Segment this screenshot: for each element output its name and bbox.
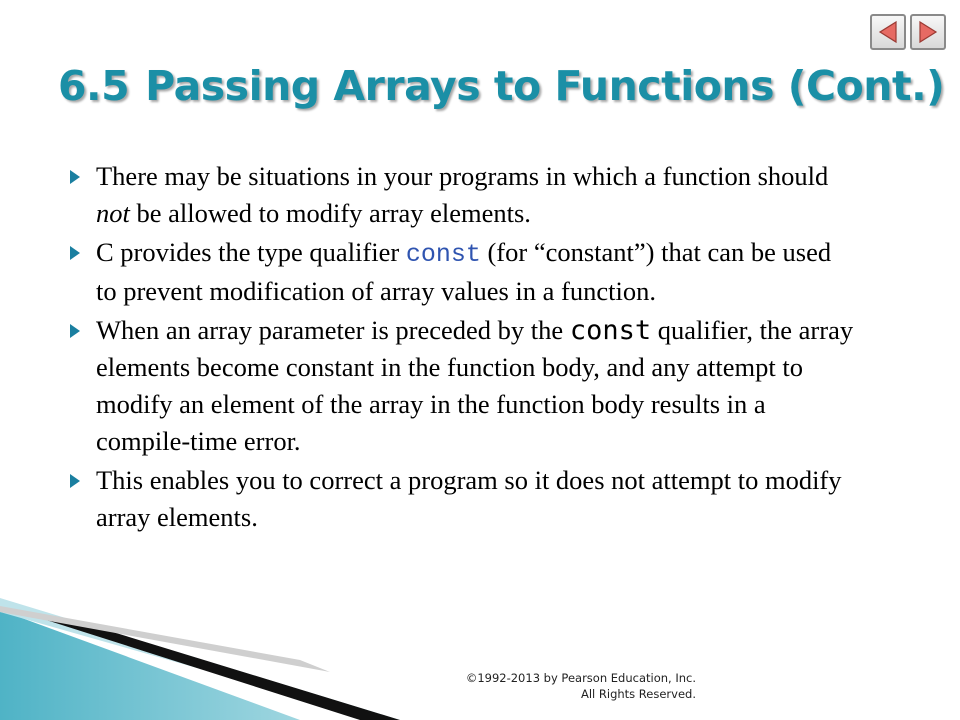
code-const: const — [569, 315, 652, 346]
bullet-text: This enables you to correct a program so it does not attempt to modify array elements. — [96, 465, 842, 532]
bullet-text: C provides the type qualifier — [96, 237, 406, 267]
code-const: const — [405, 240, 481, 269]
bullet-text: There may be situations in your programs in which a function should — [96, 161, 829, 191]
bullet-emphasis: not — [96, 198, 130, 228]
bullet-text: be allowed to modify array elements. — [129, 198, 531, 228]
bullet-text: When an array parameter is preceded by the — [96, 315, 570, 345]
title-text: Passing Arrays to Functions (Cont.) — [145, 62, 945, 110]
bullet-text: (for “constant”) that can be used to prevent modification of array values in a function. — [96, 237, 832, 306]
copyright-line: ©1992-2013 by Pearson Education, Inc. — [465, 671, 696, 685]
copyright-line: All Rights Reserved. — [580, 687, 696, 701]
copyright-notice — [466, 670, 696, 702]
section-number: 6.5 — [58, 62, 130, 110]
bullet-text: qualifier, the array elements become constant in the function body, and any attempt to modify an element of the array in the function body results in a compile-time error. — [96, 315, 854, 456]
